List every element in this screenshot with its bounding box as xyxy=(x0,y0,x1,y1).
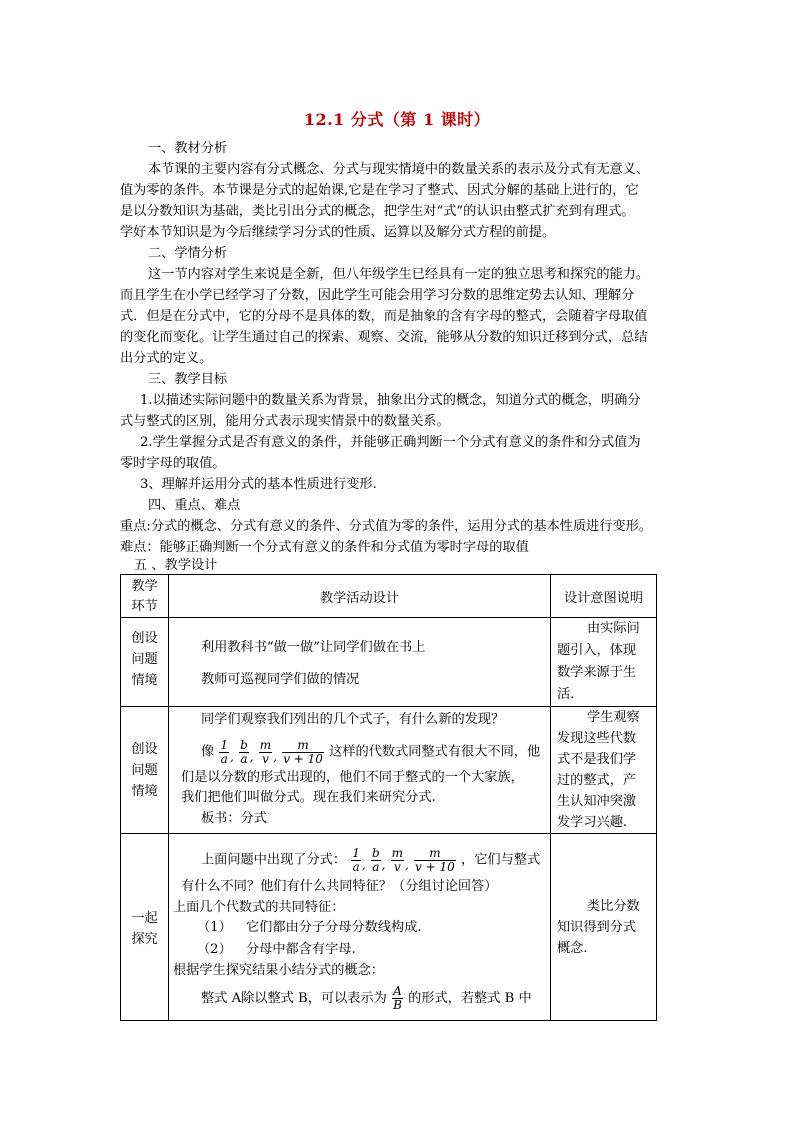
page-title: 12.1 分式（第 1 课时） xyxy=(303,110,491,129)
feature-item xyxy=(197,918,422,938)
feature-number: （2） xyxy=(197,942,232,957)
intent-line: 式不是我们学 xyxy=(557,752,637,767)
activity-line: 利用教科书“做一做”让同学们做在书上 xyxy=(201,640,426,655)
stage-line: 一起 xyxy=(131,911,158,926)
fraction-m-over-v: $\frac{m}{v}$ xyxy=(391,845,404,874)
intent-cell xyxy=(551,834,657,1021)
table-row xyxy=(121,707,657,834)
activity-text: 整式 A除以整式 B，可以表示为 xyxy=(201,991,387,1006)
intent-line: 发学习兴趣. xyxy=(557,815,628,830)
intent-cell xyxy=(551,618,657,707)
intent-line: 数学来源于生 xyxy=(557,665,637,680)
fraction-m-over-v-plus-10: $\frac{m}{v + 10}$ xyxy=(415,845,455,874)
paragraph-line: 式与整式的区别，能用分式表示现实情景中的数量关系。 xyxy=(120,414,450,429)
header-stage-line: 教学 xyxy=(131,579,158,594)
feature-item xyxy=(197,940,356,960)
intent-line: 过的整式，产 xyxy=(557,773,637,788)
activity-cell xyxy=(169,618,551,707)
paragraph-line: 1.以描述实际问题中的数量关系为背景，抽象出分式的概念，知道分式的概念，明确分 xyxy=(140,393,641,408)
stage-line: 情境 xyxy=(131,673,158,688)
activity-line: 有什么不同？他们有什么共同特征？（分组讨论回答） xyxy=(181,879,498,894)
intent-line: 类比分数 xyxy=(587,899,640,914)
fraction-1-over-a: $\frac{1}{a}$ xyxy=(220,737,229,766)
intent-line: 知识得到分式 xyxy=(557,920,637,935)
section-heading-design: 五 、教学设计 xyxy=(134,558,218,573)
teaching-design-table xyxy=(120,574,657,1021)
paragraph-line: 难点：能够正确判断一个分式有意义的条件和分式值为零时字母的取值 xyxy=(120,540,529,555)
header-stage-cell xyxy=(121,575,169,618)
header-intent-cell xyxy=(551,575,657,618)
intent-line: 学生观察 xyxy=(587,710,640,725)
activity-text: 上面问题中出现了分式： xyxy=(201,852,347,868)
activity-line-definition xyxy=(201,981,532,1017)
feature-text: 它们都由分子分母分数线构成. xyxy=(245,920,422,935)
section-heading-analysis: 一、教材分析 xyxy=(148,141,228,156)
table-header-row xyxy=(121,575,657,618)
intent-line: 生认知冲突激 xyxy=(557,794,637,809)
section-heading-learners: 二、学情分析 xyxy=(148,246,228,261)
activity-cell xyxy=(169,707,551,834)
paragraph-line: 出分式的定义。 xyxy=(120,351,213,366)
activity-text: 的形式，若整式 B 中 xyxy=(408,991,532,1006)
header-activity-cell xyxy=(169,575,551,618)
paragraph-line: 这一节内容对学生来说是全新，但八年级学生已经具有一定的独立思考和探究的能力。 xyxy=(148,267,650,282)
stage-cell xyxy=(121,618,169,707)
intent-line: 题引入，体现 xyxy=(557,643,637,658)
stage-line: 问题 xyxy=(131,652,158,667)
header-stage-line: 环节 xyxy=(131,599,158,614)
paragraph-line: 式．但是在分式中，它的分母不是具体的数，而是抽象的含有字母的整式，会随着字母取值 xyxy=(120,309,648,324)
stage-line: 创设 xyxy=(131,742,158,757)
paragraph-line: 学好本节知识是为今后继续学习分式的性质、运算以及解分式方程的前提。 xyxy=(120,225,556,240)
intent-line: 概念. xyxy=(557,941,588,956)
stage-cell xyxy=(121,834,169,1021)
paragraph-line: 而且学生在小学已经学习了分数，因此学生可能会用学习分数的思维定势去认知、理解分 xyxy=(120,288,635,303)
stage-line: 探究 xyxy=(131,932,158,947)
header-intent: 设计意图说明 xyxy=(563,590,644,606)
table-row xyxy=(121,834,657,1021)
fraction-m-over-v: $\frac{m}{v}$ xyxy=(259,737,272,766)
activity-line-fractions: 像 $\frac{1}{a}$ , $\frac{b}{a}$ , $\frac{m}{v}$ , $\frac{m}{v + 10}$ 这样的代数式同整式有很大不同，他 xyxy=(201,737,541,766)
activity-line: 们是以分数的形式出现的，他们不同于整式的一个大家族， xyxy=(181,770,524,785)
feature-text: 分母中都含有字母. xyxy=(245,942,356,957)
table-row xyxy=(121,618,657,707)
fraction-1-over-a: $\frac{1}{a}$ xyxy=(352,845,360,874)
activity-line: 同学们观察我们列出的几个式子，有什么新的发现？ xyxy=(201,712,505,727)
paragraph-line: 是以分数知识为基础，类比引出分式的概念，把学生对“式”的认识由整式扩充到有理式。 xyxy=(120,204,635,219)
paragraph-line: 3、理解并运用分式的基本性质进行变形. xyxy=(140,477,377,492)
intent-line: 由实际问 xyxy=(587,621,640,636)
paragraph-line: 2.学生掌握分式是否有意义的条件，并能够正确判断一个分式有意义的条件和分式值为 xyxy=(140,435,641,450)
fraction-A-over-B: $\frac{A}{B}$ xyxy=(393,984,402,1012)
stage-line: 情境 xyxy=(131,784,158,799)
fraction-m-over-v-plus-10: $\frac{m}{v + 10}$ xyxy=(283,737,323,766)
paragraph-line: 的变化而变化。让学生通过自己的探索、观察、交流，能够从分数的知识迁移到分式，总结 xyxy=(120,330,648,345)
activity-line-fractions: 上面问题中出现了分式： $\frac{1}{a}$ , $\frac{b}{a}$ , $\frac{m}{v}$ , $\frac{m}{v + 10}$ ，它们与整式 xyxy=(201,845,541,874)
feature-number: （1） xyxy=(197,920,232,935)
intent-line: 活. xyxy=(557,687,575,702)
intent-line: 发现这些代数 xyxy=(557,731,637,746)
stage-line: 问题 xyxy=(131,763,158,778)
stage-line: 创设 xyxy=(131,631,158,646)
section-heading-objectives: 三、教学目标 xyxy=(148,372,228,387)
paragraph-line: 本节课的主要内容有分式概念、分式与现实情境中的数量关系的表示及分式有无意义、 xyxy=(148,162,650,177)
activity-text: ，它们与整式 xyxy=(461,852,541,868)
activity-text: 这样的代数式同整式有很大不同，他 xyxy=(329,744,541,760)
fraction-b-over-a: $\frac{b}{a}$ xyxy=(240,737,248,766)
paragraph-line: 重点:分式的概念、分式有意义的条件、分式值为零的条件，运用分式的基本性质进行变形。 xyxy=(120,519,652,534)
activity-line: 板书：分式 xyxy=(201,811,267,826)
section-heading-keypoints: 四、重点、难点 xyxy=(148,498,241,513)
paragraph-line: 值为零的条件。本节课是分式的起始课,它是在学习了整式、因式分解的基础上进行的，它 xyxy=(120,183,639,198)
fraction-b-over-a: $\frac{b}{a}$ xyxy=(371,845,380,874)
stage-cell xyxy=(121,707,169,834)
paragraph-line: 零时字母的取值。 xyxy=(120,456,226,471)
activity-line: 教师可巡视同学们做的情况 xyxy=(201,672,360,687)
activity-text: 像 xyxy=(201,744,215,760)
activity-line: 根据学生探究结果小结分式的概念： xyxy=(173,963,384,978)
activity-line: 我们把他们叫做分式。现在我们来研究分式. xyxy=(181,790,436,805)
intent-cell xyxy=(551,707,657,834)
activity-cell xyxy=(169,834,551,1021)
header-activity: 教学活动设计 xyxy=(319,590,400,606)
activity-line: 上面几个代数式的共同特征： xyxy=(173,900,345,915)
